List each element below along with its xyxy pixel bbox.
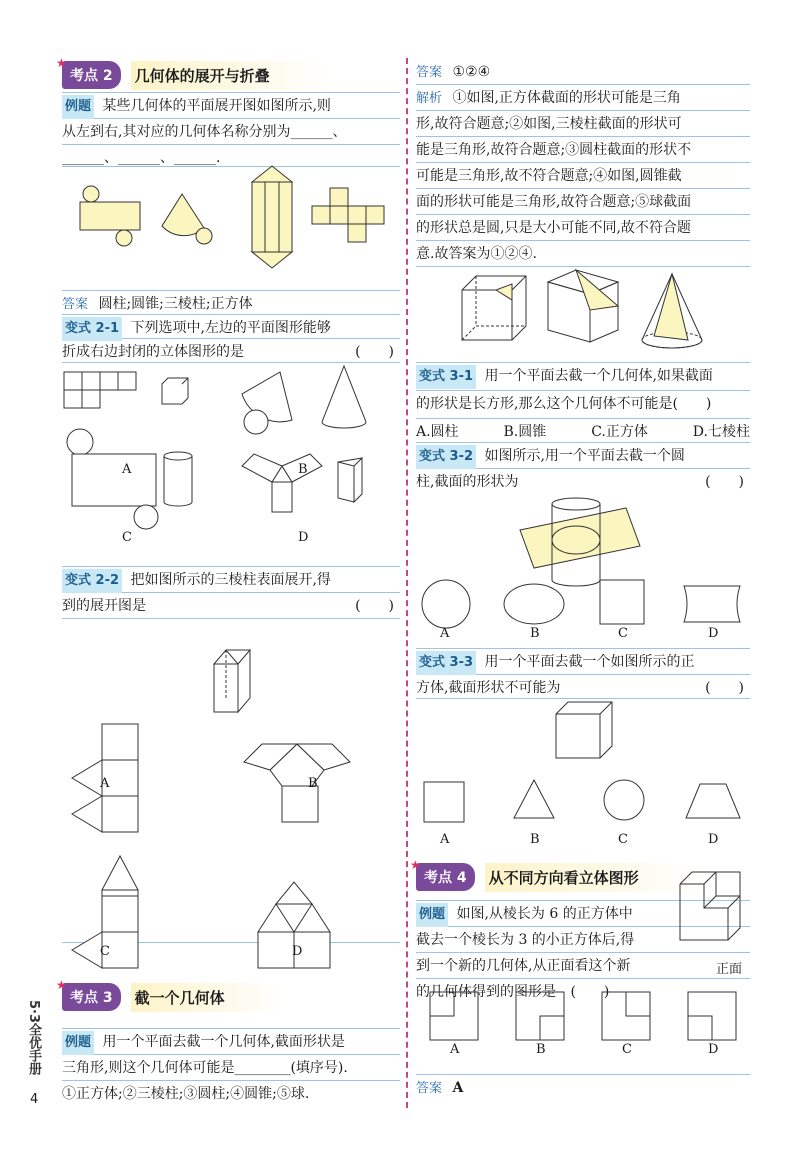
side-label: 5·3全优手册 [26, 1000, 41, 1076]
variant-2-2-line2 [62, 594, 400, 618]
section4-example-line3: 到一个新的几何体,从正面看这个新 [416, 958, 631, 974]
variant-text: 把如图所示的三棱柱表面展开,得 [130, 572, 331, 588]
option-b-label: B [530, 626, 540, 641]
answer-tag: 答案 [416, 1081, 443, 1096]
section2-title: 几何体的展开与折叠 [131, 61, 330, 90]
option-a-label: A [440, 832, 450, 847]
variant-tag: 变式 3-2 [416, 445, 476, 469]
option-c-label: C [622, 1042, 632, 1057]
answer-text: 圆柱;圆锥;三棱柱;正方体 [98, 296, 253, 312]
option-b-label: B [536, 1042, 546, 1057]
section4-example-line1 [416, 902, 633, 927]
variant-2-1-options [62, 364, 400, 544]
answer-blank: ( ) [570, 984, 610, 1000]
column-divider [406, 58, 408, 1108]
variant-text: 折成右边封闭的立体图形的是 [62, 344, 244, 360]
answer-blank: ( ) [355, 344, 394, 360]
nets-figure [62, 176, 400, 286]
option-d-label: D [708, 832, 719, 847]
variant-2-2-options-lower [62, 926, 400, 1036]
variant-tag: 变式 3-1 [416, 365, 476, 389]
option-d-label: D [708, 1042, 719, 1057]
section4-title: 从不同方向看立体图形 [485, 863, 699, 892]
variant-text: 柱,截面的形状为 [416, 474, 519, 490]
variant-3-2-options [416, 576, 750, 656]
option-c-label: C [618, 832, 628, 847]
section3-answer [416, 60, 490, 85]
option-a-label: A [122, 462, 132, 477]
page-number: 4 [30, 1092, 39, 1107]
variant-text: 到的展开图是 [62, 598, 146, 614]
option-b[interactable]: B.圆锥 [503, 424, 547, 440]
option-c-label: C [100, 944, 110, 959]
analysis-line-2: 形,故符合题意;②如图,三棱柱截面的形状可 [416, 116, 682, 132]
variant-3-2-line1 [416, 444, 685, 469]
analysis-line-3: 能是三角形,故符合题意;③圆柱截面的形状不 [416, 142, 692, 158]
answer-blank: ( ) [705, 474, 744, 490]
section2-badge: 考点 2 [62, 61, 121, 89]
section3-header [56, 978, 285, 1012]
example-tag: 例题 [62, 1031, 94, 1055]
answer-text: A [452, 1080, 464, 1096]
example-text: 如图,从棱长为 6 的正方体中 [456, 906, 633, 922]
option-b-label: B [308, 776, 318, 791]
section4-options [416, 982, 750, 1056]
section3-example-line2: 三角形,则这个几何体可能是________(填序号). [62, 1060, 348, 1076]
section2-example-line2: 从左到右,其对应的几何体名称分别为______、 [62, 124, 347, 140]
answer-tag: 答案 [62, 297, 89, 312]
section2-answer [62, 292, 253, 317]
analysis-line-7: 意.故答案为①②④. [416, 246, 537, 262]
star-icon: ★ [56, 56, 67, 70]
section3-title: 截一个几何体 [131, 983, 285, 1012]
section4-header [410, 858, 699, 892]
section2-example-line3: ______、______、______. [62, 150, 221, 166]
example-text: 用一个平面去截一个几何体,截面形状是 [102, 1034, 345, 1050]
section2-example-line1 [62, 94, 331, 119]
variant-2-1-line1 [62, 316, 331, 341]
section3-example-line1 [62, 1030, 345, 1055]
example-tag: 例题 [62, 95, 94, 119]
answer-tag: 答案 [416, 65, 443, 80]
left-column [56, 56, 400, 1109]
option-a[interactable]: A.圆柱 [416, 424, 459, 440]
option-c-label: C [618, 626, 628, 641]
answer-blank: ( ) [355, 598, 394, 614]
variant-3-3-line1 [416, 650, 694, 675]
section4-answer [416, 1076, 463, 1101]
right-column [410, 58, 750, 1109]
variant-2-2-line1 [62, 568, 331, 593]
option-c-label: C [122, 530, 132, 545]
section3-example-line3: ①正方体;②三棱柱;③圆柱;④圆锥;⑤球. [62, 1086, 310, 1102]
option-d-label: D [292, 944, 303, 959]
variant-text: 用一个平面去截一个如图所示的正 [484, 654, 695, 670]
analysis-solids-figure [416, 270, 750, 360]
analysis-line-5: 面的形状可能是三角形,故符合题意;⑤球截面 [416, 194, 692, 210]
example-text: 的几何体得到的图形是 [416, 984, 556, 1000]
variant-tag: 变式 3-3 [416, 651, 476, 675]
variant-2-1-line2 [62, 340, 400, 364]
variant-3-1-options [416, 420, 750, 444]
cut-cube-figure [674, 870, 750, 970]
variant-3-3-line2 [416, 676, 750, 700]
star-icon: ★ [410, 858, 421, 872]
analysis-tag: 解析 [416, 91, 443, 106]
option-b-label: B [530, 832, 540, 847]
option-a-label: A [100, 776, 110, 791]
section3-badge: 考点 3 [62, 983, 121, 1011]
option-a-label: A [450, 1042, 460, 1057]
variant-3-1-line2: 的形状是长方形,那么这个几何体不可能是( ) [416, 396, 712, 412]
variant-text: 下列选项中,左边的平面图形能够 [130, 320, 331, 336]
answer-blank: ( ) [705, 680, 744, 696]
variant-tag: 变式 2-1 [62, 317, 122, 341]
variant-tag: 变式 2-2 [62, 569, 122, 593]
example-tag: 例题 [416, 903, 448, 927]
option-d-label: D [298, 530, 309, 545]
variant-text: 如图所示,用一个平面去截一个圆 [484, 448, 685, 464]
option-b-label: B [298, 462, 308, 477]
analysis-text: ①如图,正方体截面的形状可能是三角 [452, 90, 681, 106]
variant-text: 用一个平面去截一个几何体,如果截面 [484, 368, 713, 384]
analysis-line-4: 可能是三角形,故不符合题意;④如图,圆锥截 [416, 168, 682, 184]
variant-text: 方体,截面形状不可能为 [416, 680, 561, 696]
variant-3-2-line2 [416, 470, 750, 494]
star-icon: ★ [56, 978, 67, 992]
option-d-label: D [708, 626, 719, 641]
section4-example-line2: 截去一个棱长为 3 的小正方体后,得 [416, 932, 635, 948]
variant-2-2-options [62, 620, 400, 940]
option-c[interactable]: C.正方体 [591, 424, 648, 440]
option-a-label: A [440, 626, 450, 641]
section2-header [56, 56, 330, 90]
analysis-line-6: 的形状总是圆,只是大小可能不同,故不符合题 [416, 220, 691, 236]
option-d[interactable]: D.七棱柱 [692, 424, 750, 440]
variant-3-1-line1 [416, 364, 713, 389]
front-label: 正面 [716, 962, 743, 977]
answer-text: ①②④ [452, 64, 491, 80]
example-text: 某些几何体的平面展开图如图所示,则 [102, 98, 331, 114]
section4-badge: 考点 4 [416, 863, 475, 891]
analysis-line-1 [416, 86, 681, 111]
